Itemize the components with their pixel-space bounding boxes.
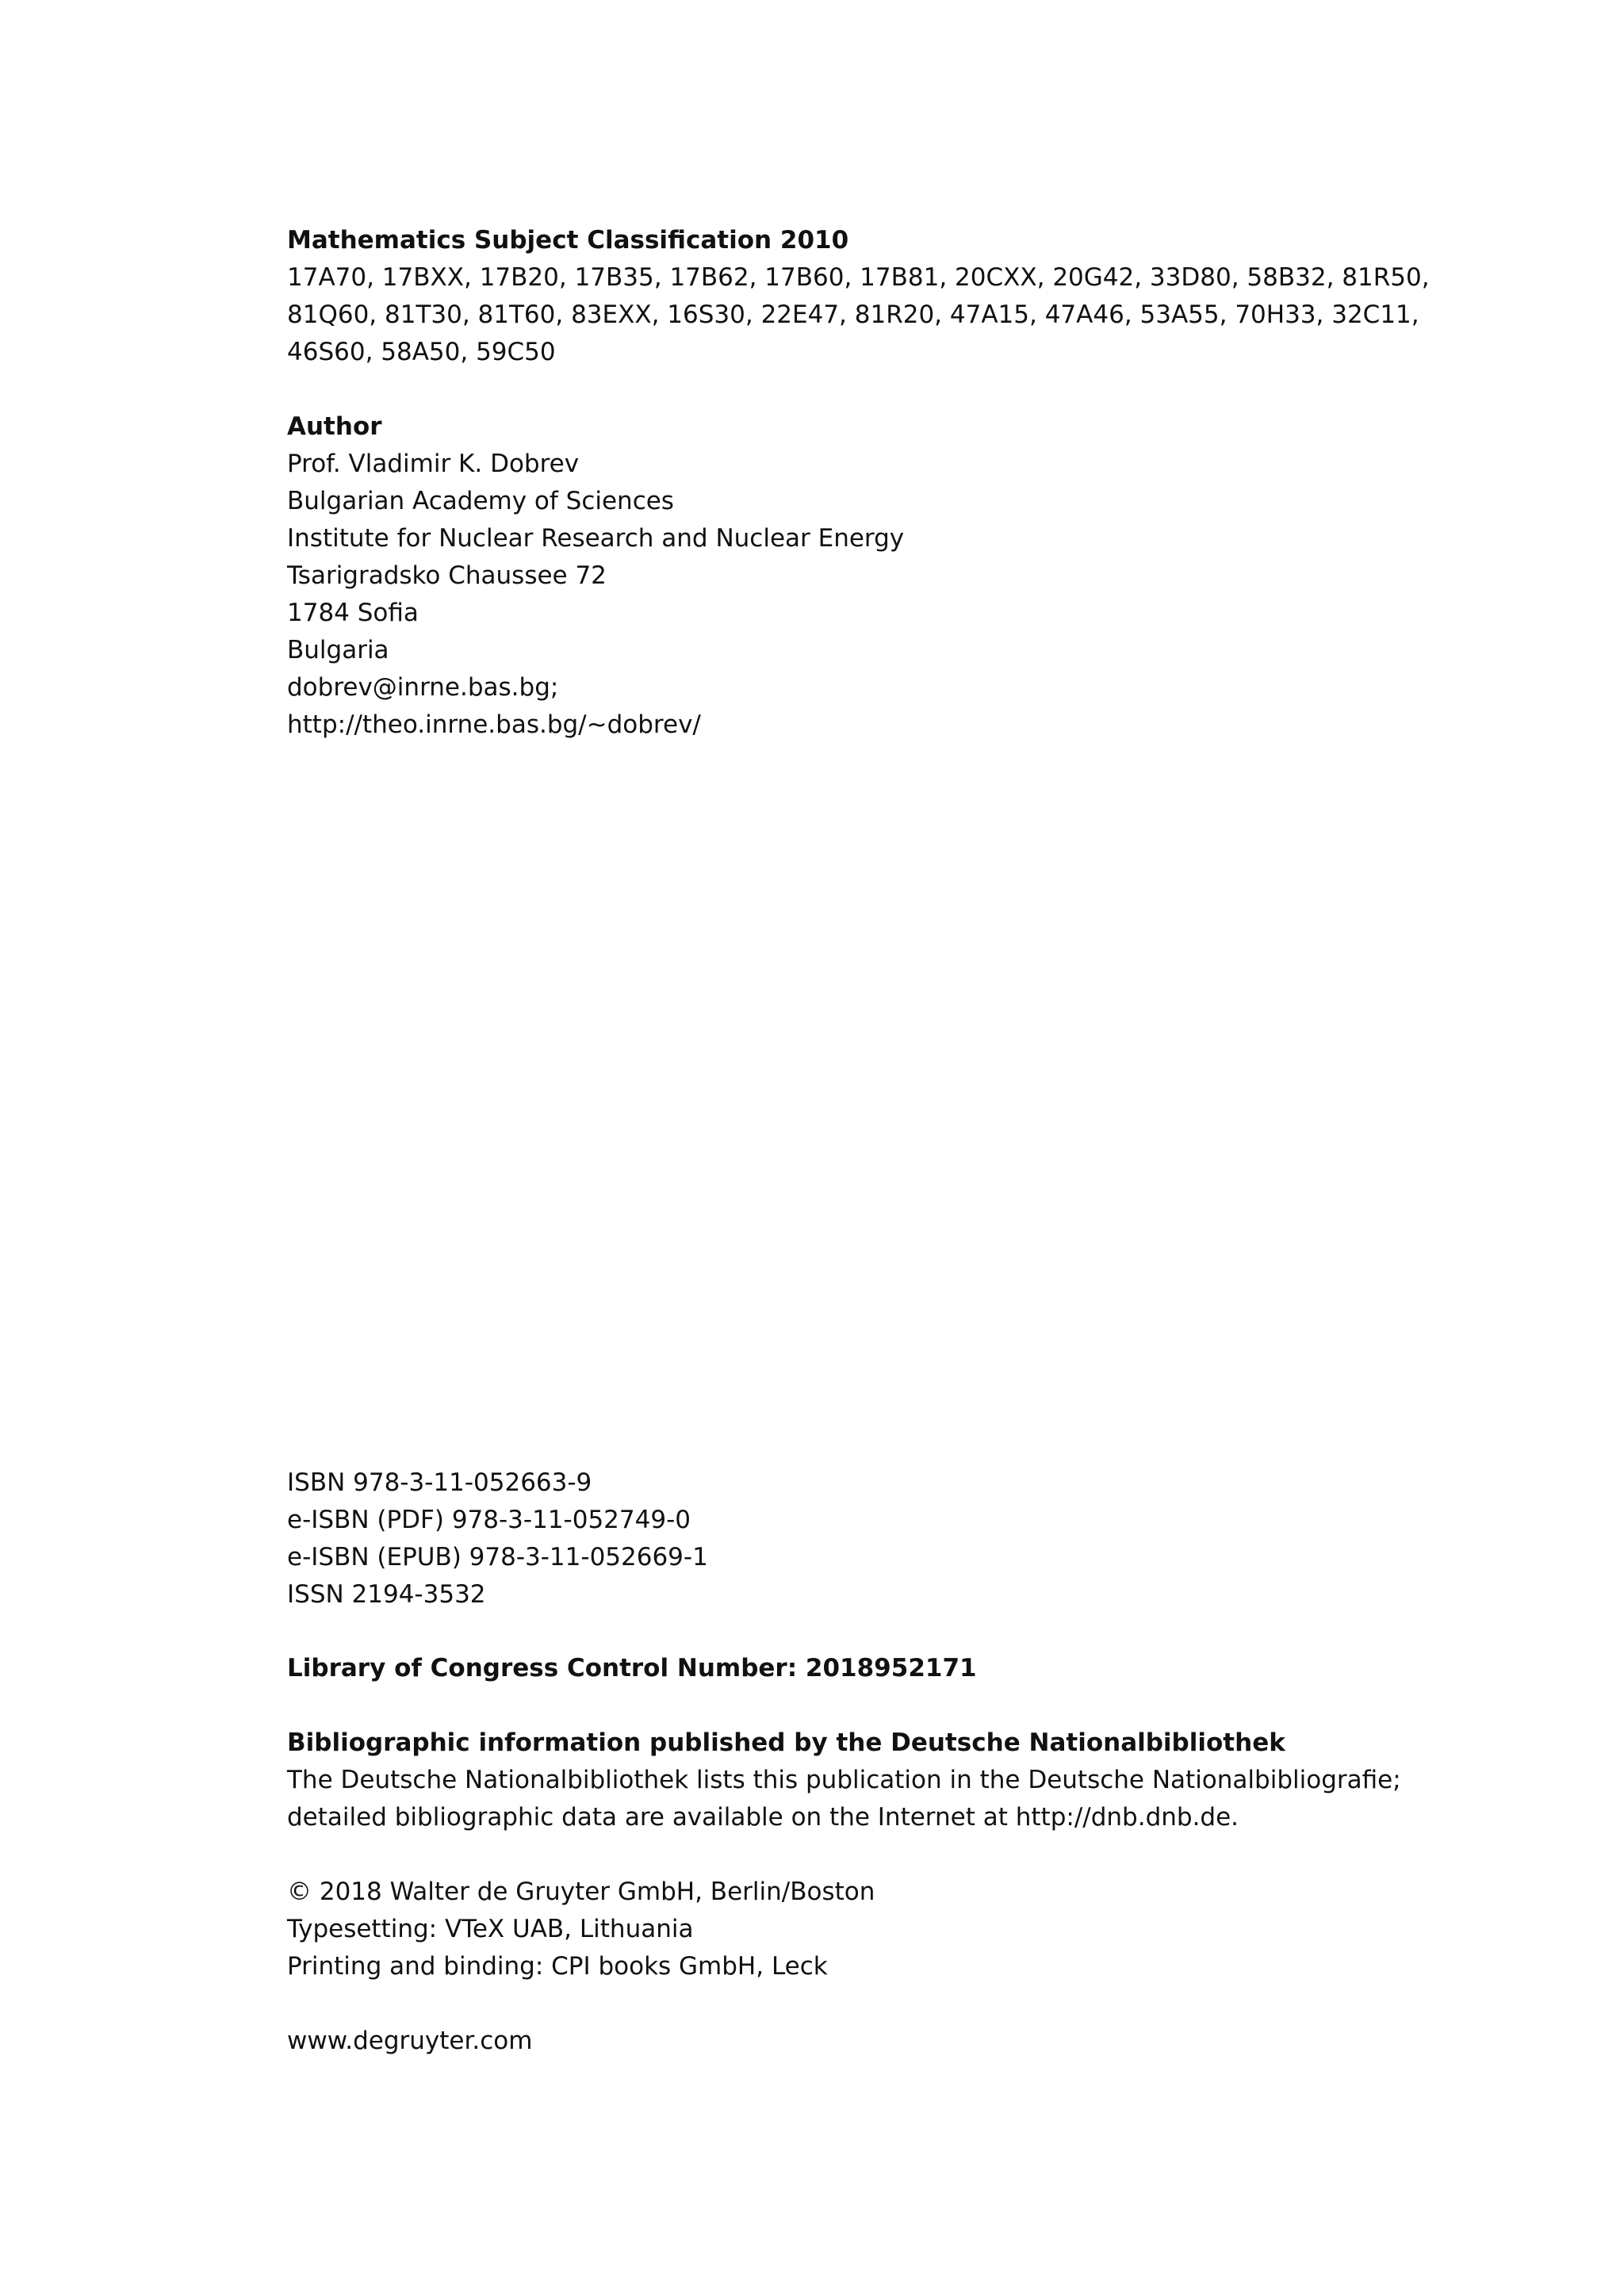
identifiers-section (287, 1464, 1477, 1614)
author-email: dobrev@inrne.bas.bg; (287, 673, 559, 702)
copyright-notice: © 2018 Walter de Gruyter GmbH, Berlin/Boston (287, 1878, 875, 1906)
bibliographic-line-1: The Deutsche Nationalbibliothek lists this publication in the Deutsche Nationalbibliografie; (287, 1766, 1401, 1794)
copyright-section (287, 1874, 1477, 1985)
author-street: Tsarigradsko Chaussee 72 (287, 561, 607, 590)
publisher-website: www.degruyter.com (287, 2027, 533, 2055)
author-institute: Institute for Nuclear Research and Nuclear Energy (287, 524, 905, 553)
website-section (287, 2023, 1477, 2060)
issn: ISSN 2194-3532 (287, 1580, 486, 1609)
author-academy: Bulgarian Academy of Sciences (287, 487, 674, 515)
author-city: 1784 Sofia (287, 599, 419, 627)
msc-codes: 17A70, 17BXX, 17B20, 17B35, 17B62, 17B60, 17B81, 20CXX, 20G42, 33D80, 58B32, 81R50, 81Q60, 81T30, 81T60, 83EXX, 16S30, 22E47, 81R20, 47A15, 47A46, 53A55, 70H33, 32C11, 46S60, 58A50, 59C50 (287, 263, 1430, 366)
printing-credit: Printing and binding: CPI books GmbH, Leck (287, 1952, 828, 1981)
msc-section (287, 222, 1477, 371)
bibliographic-line-2: detailed bibliographic data are available on the Internet at http://dnb.dnb.de. (287, 1803, 1239, 1832)
author-section (287, 408, 1477, 744)
msc-heading: Mathematics Subject Classification 2010 (287, 226, 849, 255)
author-name: Prof. Vladimir K. Dobrev (287, 450, 580, 478)
isbn: ISBN 978-3-11-052663-9 (287, 1468, 592, 1497)
loc-control-number: Library of Congress Control Number: 2018952171 (287, 1654, 977, 1682)
eisbn-epub: e-ISBN (EPUB) 978-3-11-052669-1 (287, 1543, 708, 1571)
loc-section (287, 1650, 1477, 1687)
bibliographic-section (287, 1725, 1477, 1836)
author-country: Bulgaria (287, 636, 389, 664)
typesetting-credit: Typesetting: VTeX UAB, Lithuania (287, 1915, 694, 1943)
eisbn-pdf: e-ISBN (PDF) 978-3-11-052749-0 (287, 1506, 691, 1534)
author-homepage: http://theo.inrne.bas.bg/~dobrev/ (287, 710, 701, 739)
bibliographic-heading: Bibliographic information published by the Deutsche Nationalbibliothek (287, 1728, 1285, 1757)
author-heading: Author (287, 412, 382, 441)
